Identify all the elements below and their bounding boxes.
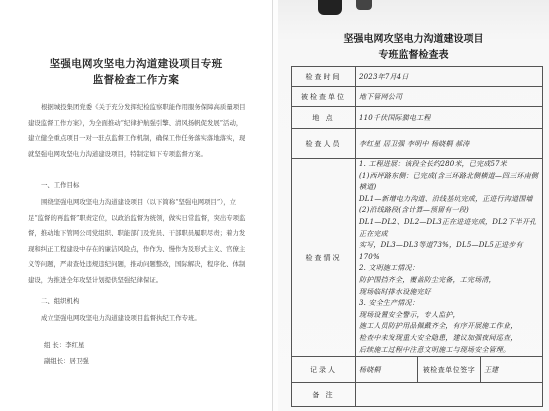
table-row xyxy=(292,129,543,159)
table-row xyxy=(292,67,543,87)
signer-label: 被检查单位签字 xyxy=(418,357,481,383)
remark-label: 备 注 xyxy=(292,383,356,407)
binder-clip-icon xyxy=(356,0,372,10)
section1-heading: 一、工作目标 xyxy=(41,181,80,189)
situation-label: 检查情况 xyxy=(292,159,356,357)
form-title-line2: 专班监督检查表 xyxy=(378,50,449,61)
table-row xyxy=(292,159,543,357)
table-row xyxy=(292,87,543,107)
table-row xyxy=(292,107,543,129)
team-deputy-leader: 副组长：居卫强 xyxy=(44,357,89,365)
unit-label: 被检查单位 xyxy=(292,87,356,107)
recorder-value: 杨晓桐 xyxy=(356,357,418,383)
plan-title-line2: 监督检查工作方案 xyxy=(92,74,180,86)
section1-paragraph: 围绕坚强电网攻坚电力沟道建设项目（以下简称“坚强电网项目”），立足“监督的再监督”职责定位，以政治监督为统领，做实日常监督，突出专项监督，推动地下管网公司党组织、职能部门及党员、干部职员履职尽责；着力发现和纠正工程建设中存在的廉洁风险点，作作为、慢作为及形式主义、官僚主义等问题，严肃查处违规违纪问题，推动问题整改，国际解决，程序化、体制建设，为推进全年攻坚计划提供坚强纪律保证。 xyxy=(28,198,246,284)
signer-value: 王建 xyxy=(481,357,543,383)
section2-paragraph: 成立坚强电网攻坚电力沟道建设项目监督执纪工作专班。 xyxy=(41,314,201,322)
inspection-table xyxy=(291,66,543,407)
time-value: 2023年7月4日 xyxy=(356,67,543,87)
time-label: 检查时间 xyxy=(292,67,356,87)
table-row xyxy=(292,357,543,383)
binder-clip-icon xyxy=(318,0,342,15)
remark-value xyxy=(356,383,543,407)
plan-intro-paragraph: 根据城投集团党委《关于充分发挥纪检监察职能作用服务保障高质量项目建设监督工作方案》，为全面推动“纪律护航强引擎、清风扬帆促发展”活动，建立健全重点项目一对一驻点监督工作机制，确保工作任务落实落地落实，现就坚强电网攻坚电力沟道建设项目，特制定如下专项监督方案。 xyxy=(28,103,246,158)
people-label: 检查人员 xyxy=(292,129,356,159)
form-title-line1: 坚强电网攻坚电力沟道建设项目 xyxy=(343,34,484,45)
section2-heading: 二、组织机构 xyxy=(41,297,80,305)
place-label: 地 点 xyxy=(292,107,356,129)
work-plan-document xyxy=(0,0,272,411)
people-value: 李红星 居卫强 李明中 杨晓桐 郝涛 xyxy=(356,129,543,159)
unit-value: 地下管网公司 xyxy=(356,87,543,107)
plan-title-line1: 坚强电网攻坚电力沟道建设项目专班 xyxy=(49,58,223,70)
table-row xyxy=(292,383,543,407)
team-leader: 组 长：李红星 xyxy=(44,341,85,349)
situation-value: 1. 工程进展：该段全长约280米，已完成57米 (1)西坪路东侧：已完成(含三环路北侧横道—四三环南侧横道) DL1—新增电力沟道、沿线基坑完成，正进行沟道围墙 (2)沿线路段(含计算—预留有一段) DL1—DL2、DL2—DL3正在进进完成，DL2下半开孔正在完成 实写，DL3—DL3等道73%，DL5—DL5正进步有170% 2. 文明施工情况： 防护围挡齐全，覆盖防尘完备，工完场清， 现场临时排水设施完好 3. 安全生产情况： 现场设置安全警示，专人监护， 施工人员防护用品佩戴齐全，有序开展施工作业， 检查中未发现重大安全隐患，建议加强夜间巡查， 后续施工过程中注意文明施工与现场安全管理。 xyxy=(356,159,543,357)
recorder-label: 记录人 xyxy=(292,357,356,383)
place-value: 110千伏国际猫电工程 xyxy=(356,107,543,129)
